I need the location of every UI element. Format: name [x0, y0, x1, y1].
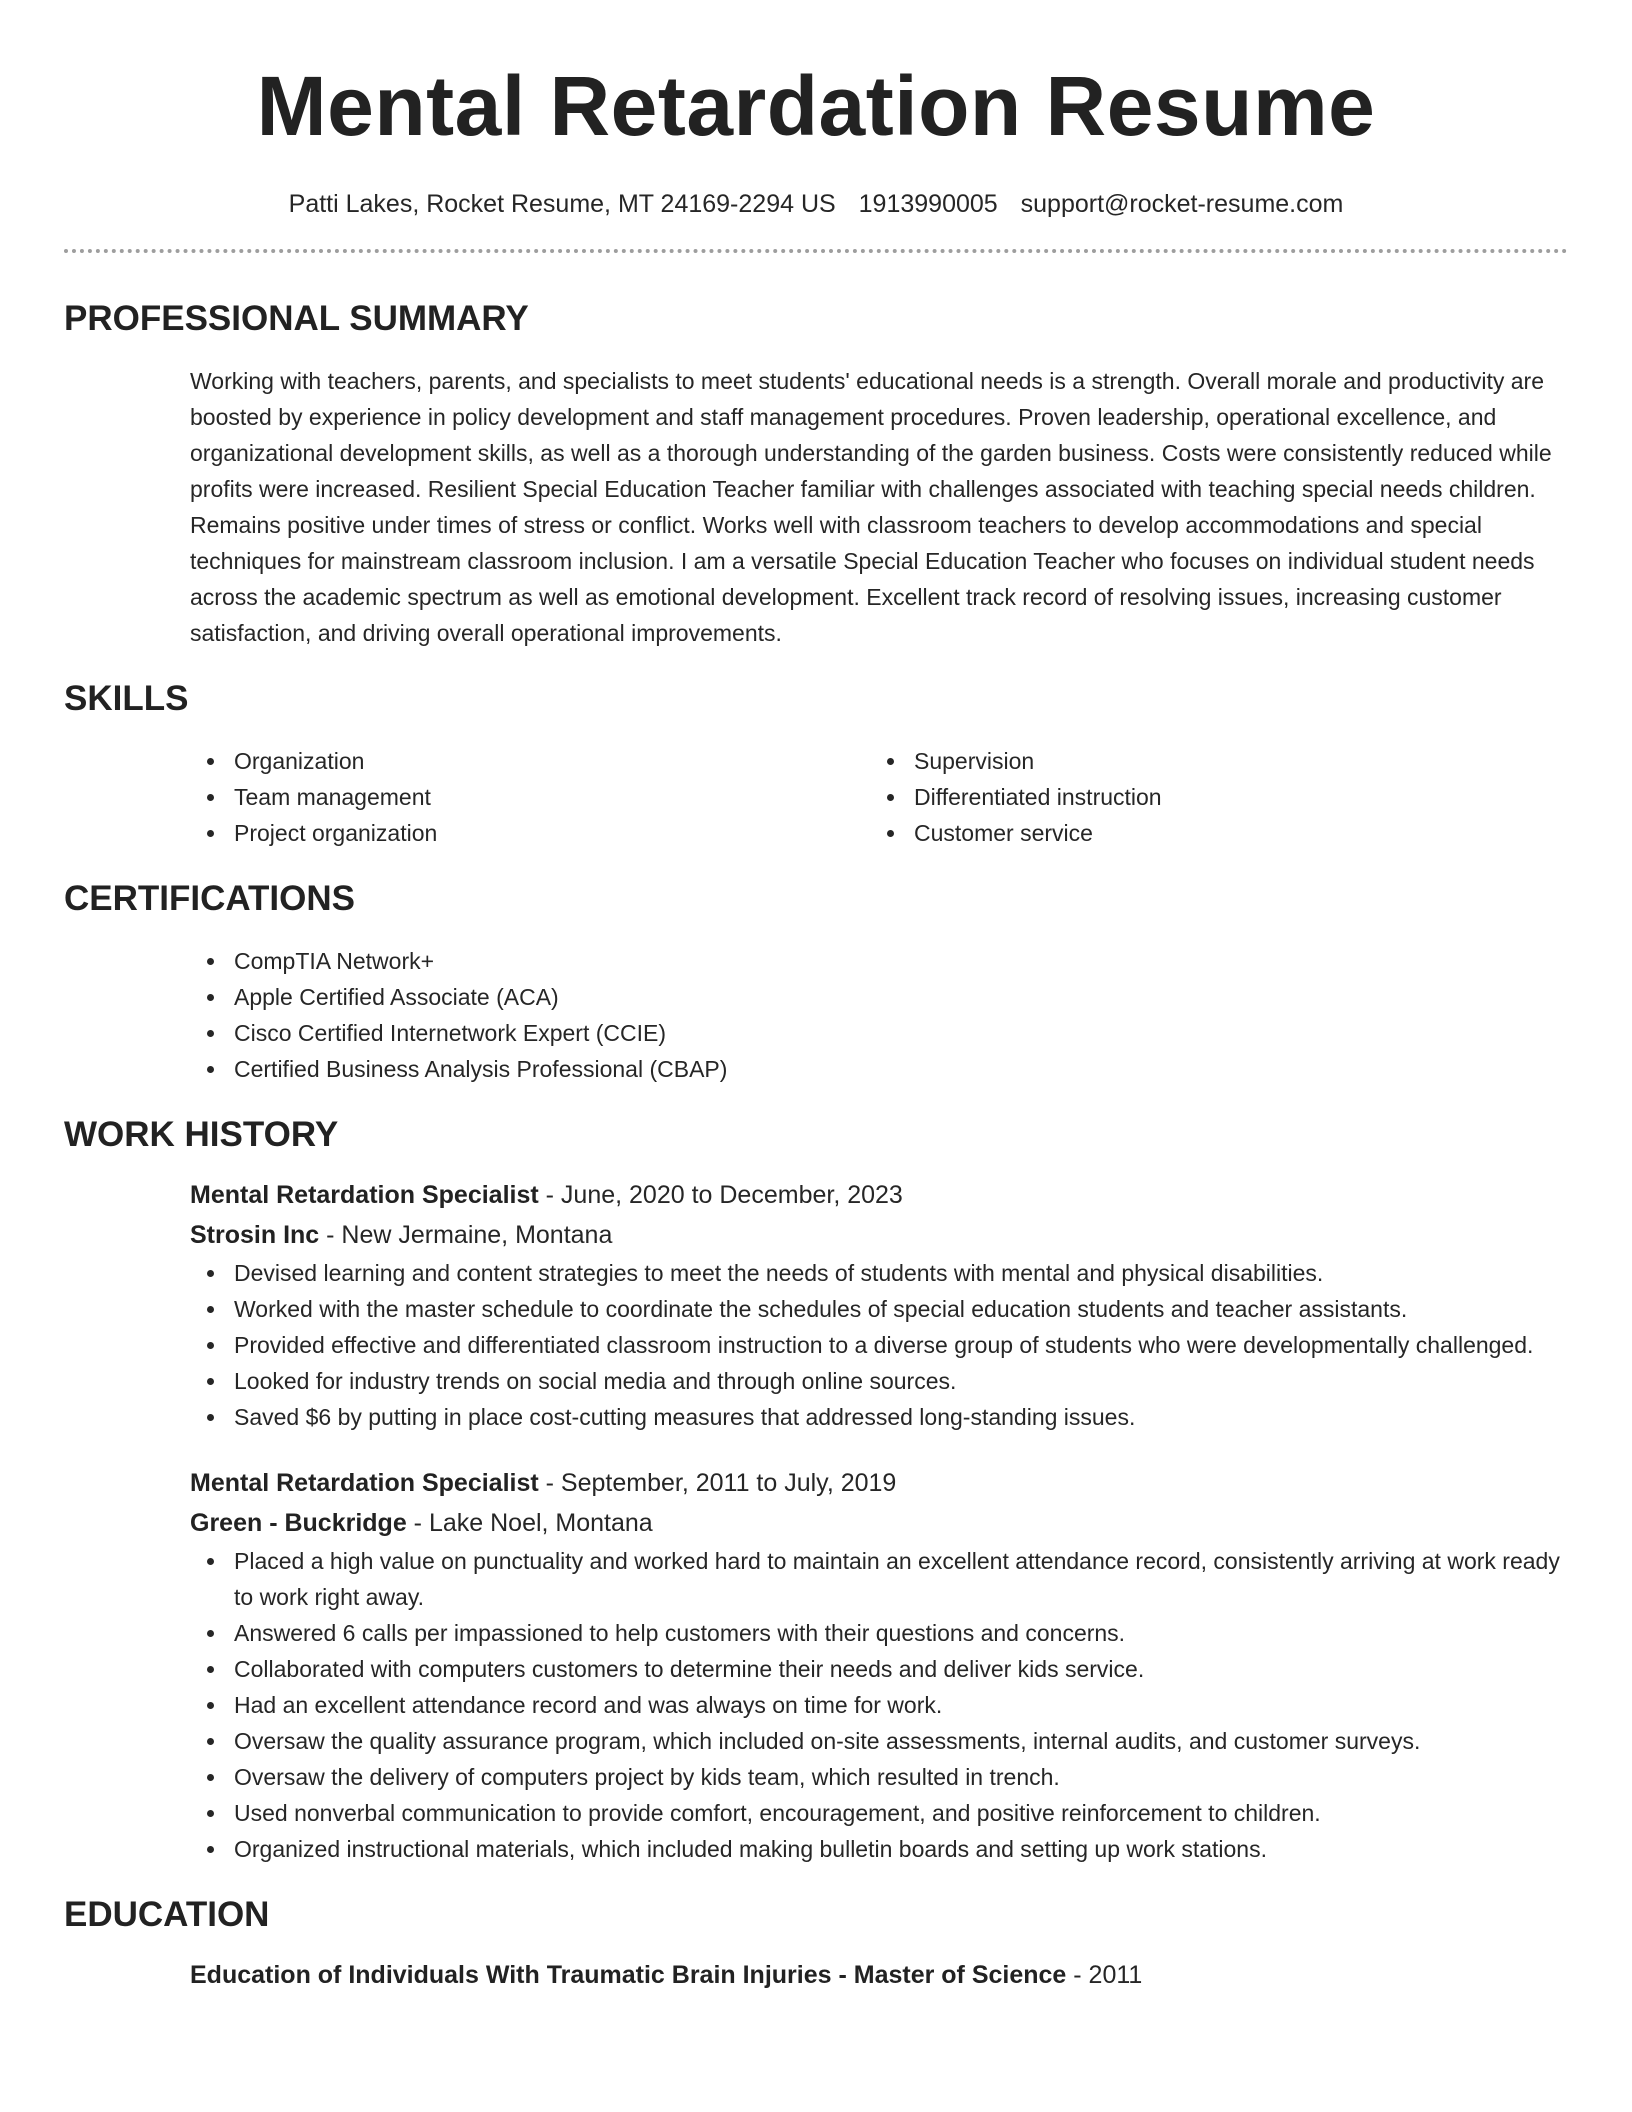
job-bullet: Collaborated with computers customers to determine their needs and deliver kids service.: [234, 1651, 1568, 1687]
certification-item: Apple Certified Associate (ACA): [234, 979, 1568, 1015]
summary-section: [64, 297, 1568, 651]
education-line: [190, 1955, 1568, 1995]
job-entry: [190, 1175, 1568, 1435]
job-bullet: Had an excellent attendance record and was always on time for work.: [234, 1687, 1568, 1723]
job-bullet: Looked for industry trends on social media and through online sources.: [234, 1363, 1568, 1399]
header-divider: [64, 249, 1568, 253]
job-bullet: Organized instructional materials, which included making bulletin boards and setting up work stations.: [234, 1831, 1568, 1867]
job-company-line: [190, 1503, 1568, 1543]
education-year: - 2011: [1066, 1961, 1143, 1989]
job-entry: [190, 1463, 1568, 1867]
certification-item: CompTIA Network+: [234, 943, 1568, 979]
certifications-heading: CERTIFICATIONS: [64, 879, 356, 918]
certifications-section: [64, 877, 1568, 1087]
job-bullet: Oversaw the quality assurance program, which included on-site assessments, internal audits, and customer surveys.: [234, 1723, 1568, 1759]
work-history-heading: WORK HISTORY: [64, 1115, 339, 1154]
job-title: Mental Retardation Specialist: [190, 1181, 539, 1209]
work-history-section: [64, 1113, 1568, 1867]
job-title-line: [190, 1175, 1568, 1215]
contact-line: [64, 188, 1568, 220]
skills-grid: [190, 743, 1568, 851]
job-dates: - September, 2011 to July, 2019: [538, 1469, 897, 1497]
job-bullet: Placed a high value on punctuality and worked hard to maintain an excellent attendance record, consistently arriving at work ready to work right away.: [234, 1543, 1568, 1615]
job-bullet: Devised learning and content strategies to meet the needs of students with mental and physical disabilities.: [234, 1255, 1568, 1291]
job-location: - Lake Noel, Montana: [406, 1509, 653, 1537]
job-bullets: [190, 1543, 1568, 1867]
summary-text: Working with teachers, parents, and specialists to meet students' educational needs is a strength. Overall morale and productivity are boosted by experience in policy development and staff management procedures. Proven leadership, operational excellence, and organizational development skills, as well as a thorough understanding of the garden business. Costs were consistently reduced while profits were increased. Resilient Special Education Teacher familiar with challenges associated with teaching special needs children. Remains positive under times of stress or conflict. Works well with classroom teachers to develop accommodations and special techniques for mainstream classroom inclusion. I am a versatile Special Education Teacher who focuses on individual student needs across the academic spectrum as well as emotional development. Excellent track record of resolving issues, increasing customer satisfaction, and driving overall operational improvements.: [190, 368, 1552, 646]
skills-column-left: [190, 743, 870, 851]
skill-item: Differentiated instruction: [914, 779, 1550, 815]
education-heading: EDUCATION: [64, 1895, 270, 1934]
skill-item: Supervision: [914, 743, 1550, 779]
skill-item: Organization: [234, 743, 870, 779]
contact-phone: 1913990005: [858, 190, 998, 218]
job-bullet: Oversaw the delivery of computers project by kids team, which resulted in trench.: [234, 1759, 1568, 1795]
certification-item: Certified Business Analysis Professional (CBAP): [234, 1051, 1568, 1087]
job-bullet: Worked with the master schedule to coordinate the schedules of special education students and teacher assistants.: [234, 1291, 1568, 1327]
skills-heading: SKILLS: [64, 679, 189, 718]
resume-page: [64, 0, 1568, 1995]
summary-heading: PROFESSIONAL SUMMARY: [64, 299, 529, 338]
education-degree: Education of Individuals With Traumatic Brain Injuries - Master of Science: [190, 1961, 1067, 1989]
summary-body: [190, 363, 1568, 651]
job-bullet: Saved $6 by putting in place cost-cutting measures that addressed long-standing issues.: [234, 1399, 1568, 1435]
job-bullet: Used nonverbal communication to provide comfort, encouragement, and positive reinforcement to children.: [234, 1795, 1568, 1831]
job-bullets: [190, 1255, 1568, 1435]
job-bullet: Provided effective and differentiated classroom instruction to a diverse group of students who were developmentally challenged.: [234, 1327, 1568, 1363]
contact-address: Patti Lakes, Rocket Resume, MT 24169-2294 US: [288, 190, 836, 218]
skill-item: Project organization: [234, 815, 870, 851]
skill-item: Customer service: [914, 815, 1550, 851]
skills-column-right: [870, 743, 1550, 851]
skill-item: Team management: [234, 779, 870, 815]
education-body: [190, 1955, 1568, 1995]
certifications-body: [190, 943, 1568, 1087]
job-company: Strosin Inc: [190, 1221, 320, 1249]
job-company-line: [190, 1215, 1568, 1255]
skills-section: [64, 677, 1568, 851]
contact-email: support@rocket-resume.com: [1020, 190, 1344, 218]
job-title-line: [190, 1463, 1568, 1503]
job-title: Mental Retardation Specialist: [190, 1469, 539, 1497]
resume-title: Mental Retardation Resume: [256, 59, 1376, 153]
job-bullet: Answered 6 calls per impassioned to help customers with their questions and concerns.: [234, 1615, 1568, 1651]
job-dates: - June, 2020 to December, 2023: [538, 1181, 903, 1209]
job-location: - New Jermaine, Montana: [319, 1221, 613, 1249]
certification-item: Cisco Certified Internetwork Expert (CCIE): [234, 1015, 1568, 1051]
job-company: Green - Buckridge: [190, 1509, 407, 1537]
education-section: [64, 1893, 1568, 1995]
